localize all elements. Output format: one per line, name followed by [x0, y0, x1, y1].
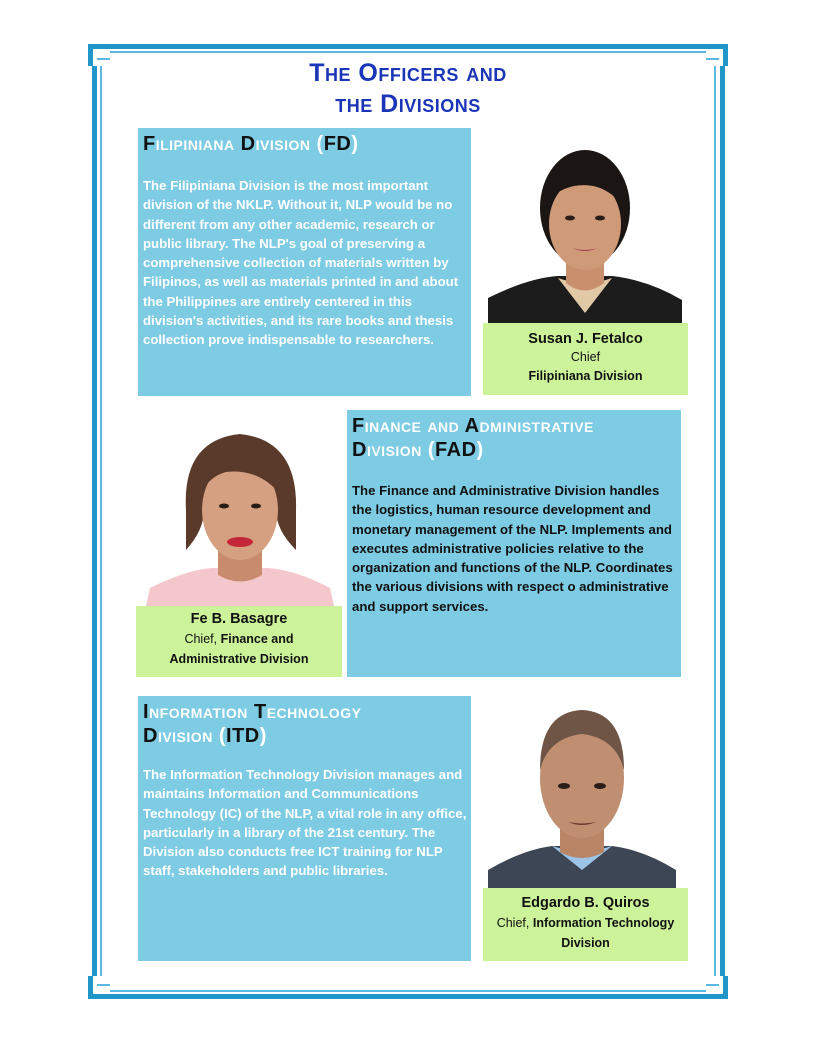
- fd-officer-caption: [483, 323, 688, 395]
- page-title: [0, 58, 816, 120]
- fad-officer-division: Administrative Division: [169, 652, 309, 666]
- fad-description: The Finance and Administrative Division handles the logistics, human resource development and monetary management of the NLP. Implements and executes administrative policies relative to the organization and functions of the NLP. Coordinates the various divisions with respect o administrative and support services.: [352, 483, 673, 614]
- page-title-line2: the Divisions: [335, 90, 481, 118]
- fd-officer-name: Susan J. Fetalco: [528, 331, 643, 347]
- fad-officer-name: Fe B. Basagre: [190, 611, 288, 627]
- fd-officer-division: Filipiniana Division: [528, 369, 643, 383]
- fd-description: The Filipiniana Division is the most important division of the NKLP. Without it, NLP would be no different from any other academic, research or public library. The NLP's goal of preserving a comprehensive collection of materials written by Filipinos, as well as materials printed in and about the Philippines are entirely centered in this division's activities, and its rare books and thesis collection prove indispensable to researchers.: [143, 178, 459, 348]
- page-title-line1: The Officers and: [309, 59, 507, 87]
- fad-heading: Finance and Administrative Division (FAD): [352, 415, 594, 461]
- itd-officer-name: Edgardo B. Quiros: [521, 895, 650, 911]
- fd-heading: Filipiniana Division (FD): [143, 133, 359, 155]
- fd-officer-role: Chief: [570, 350, 601, 364]
- fd-officer-photo: [488, 128, 682, 323]
- itd-officer-photo: [488, 694, 676, 888]
- itd-heading: Information Technology Division (ITD): [143, 701, 362, 747]
- itd-officer-division: Division: [561, 936, 610, 950]
- fad-officer-role: Chief, Finance and: [184, 632, 294, 646]
- itd-officer-role: Chief, Information Technology: [496, 916, 675, 930]
- fad-officer-caption: [136, 606, 342, 677]
- itd-description: The Information Technology Division manages and maintains Information and Communications Technology (IC) of the NLP, a vital role in any office, particularly in a library of the 21st century. The Division also conducts free ICT training for NLP staff, stakeholders and public libraries.: [143, 767, 467, 879]
- itd-officer-caption: [483, 888, 688, 961]
- fad-officer-photo: [146, 410, 334, 606]
